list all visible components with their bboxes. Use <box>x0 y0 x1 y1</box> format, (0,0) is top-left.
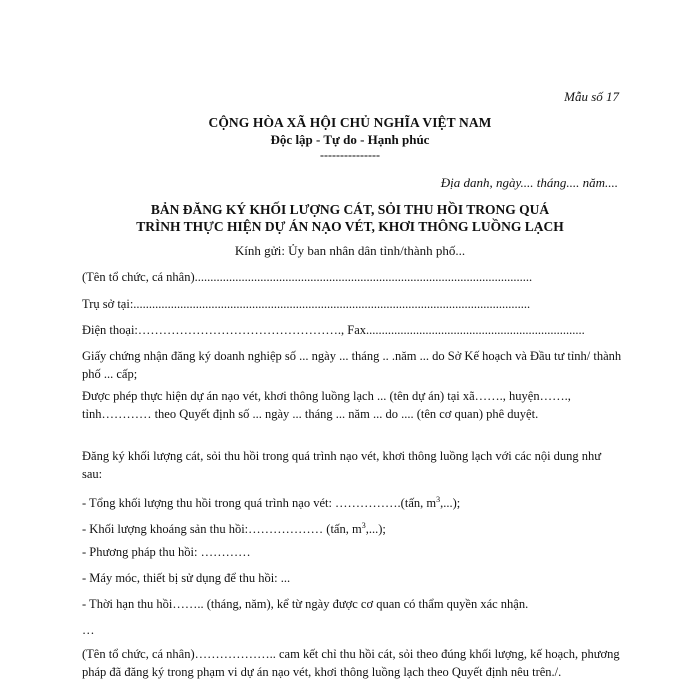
phone-field: Điện thoại:…………………………………………., Fax...................................................................... <box>82 323 585 337</box>
equipment-item: - Máy móc, thiết bị sử dụng để thu hồi: ... <box>82 571 291 585</box>
total-volume-tail: ,...); <box>440 496 461 511</box>
total-volume-item <box>82 491 622 512</box>
address-field: Trụ sở tại:............................................................................................................................... <box>82 297 531 311</box>
organization-field: (Tên tổ chức, cá nhân)............................................................................................................ <box>82 270 533 284</box>
method-item: - Phương pháp thu hồi: ………… <box>82 545 251 559</box>
divider: --------------- <box>320 148 380 162</box>
ellipsis: … <box>82 623 95 637</box>
mineral-volume-tail: ,...); <box>365 522 386 537</box>
commitment-paragraph: (Tên tổ chức, cá nhân)……………….. cam kết chỉ thu hồi cát, sỏi theo đúng khối lượng, kế hoạch, phương pháp đã đăng ký trong phạm vi dự án nạo vét, khơi thông luồng lạch theo Quyết định nêu trên./. <box>82 647 620 679</box>
duration-item: - Thời hạn thu hồi…….. (tháng, năm), kể từ ngày được cơ quan có thẩm quyền xác nhận. <box>82 597 529 611</box>
place-date: Địa danh, ngày.... tháng.... năm.... <box>440 175 618 190</box>
total-volume-text: - Tổng khối lượng thu hồi trong quá trình nạo vét: …………….(tấn, m <box>82 496 437 511</box>
superscript: 3 <box>436 495 441 504</box>
recipient: Kính gửi: Ủy ban nhân dân tỉnh/thành phố... <box>234 243 466 258</box>
business-cert-paragraph: Giấy chứng nhận đăng ký doanh nghiệp số ... ngày ... tháng .. .năm ... do Sở Kế hoạch và Đầu tư tỉnh/ thành phố ... cấp; <box>82 349 622 381</box>
title-line-1: BẢN ĐĂNG KÝ KHỐI LƯỢNG CÁT, SỎI THU HỒI TRONG QUÁ <box>150 202 550 217</box>
document-title <box>0 201 700 235</box>
form-number: Mẫu số 17 <box>564 89 619 104</box>
mineral-volume-item <box>82 517 622 538</box>
nation-heading: CỘNG HÒA XÃ HỘI CHỦ NGHĨA VIỆT NAM <box>208 115 492 130</box>
registration-paragraph: Đăng ký khối lượng cát, sỏi thu hồi trong quá trình nạo vét, khơi thông luồng lạch với các nội dung như sau: <box>82 449 602 481</box>
mineral-volume-text: - Khối lượng khoáng sản thu hồi:……………… (tấn, m <box>82 522 362 537</box>
permission-paragraph: Được phép thực hiện dự án nạo vét, khơi thông luồng lạch ... (tên dự án) tại xã……., huyện……., tỉnh………… theo Quyết định số ... ngày ... tháng ... năm ... do .... (tên cơ quan) phê duyệt. <box>82 389 571 421</box>
superscript: 3 <box>361 521 366 530</box>
title-line-2: TRÌNH THỰC HIỆN DỰ ÁN NẠO VÉT, KHƠI THÔNG LUỒNG LẠCH <box>136 219 564 234</box>
motto: Độc lập - Tự do - Hạnh phúc <box>270 132 430 147</box>
